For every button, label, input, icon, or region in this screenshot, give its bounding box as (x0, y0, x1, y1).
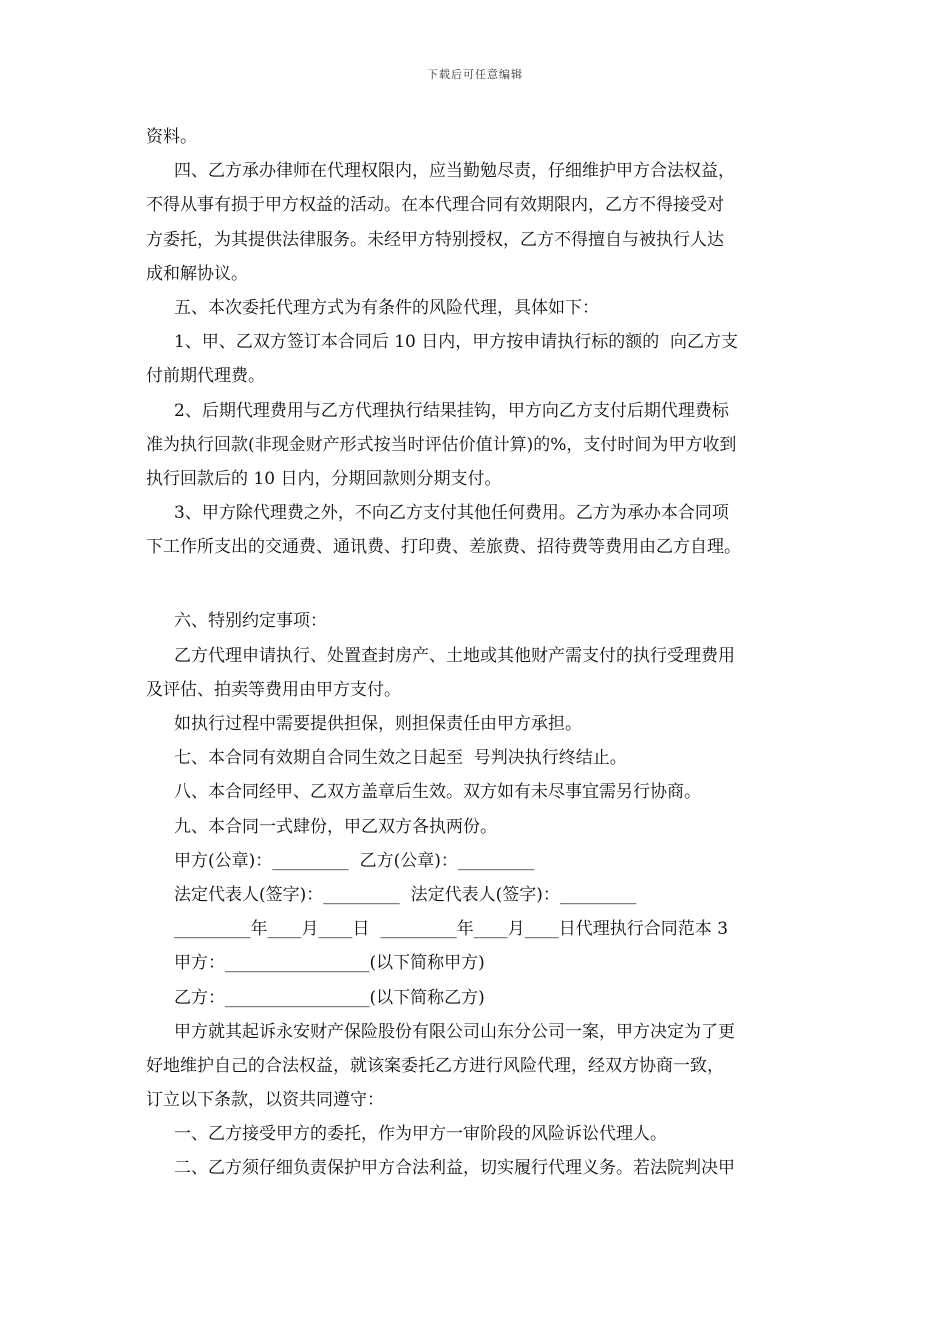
text-line: 成和解协议。 (146, 263, 248, 284)
document-body (146, 120, 816, 1186)
text-line: 订立以下条款，以资共同遵守： (146, 1090, 384, 1111)
clause-7: 七、本合同有效期自合同生效之日起至 号判决执行终结止。 (174, 748, 627, 769)
date-line: _________年____月____日 _________年____月____日代理执行合同范本 3 (174, 919, 729, 940)
text-line: 好地维护自己的合法权益，就该案委托乙方进行风险代理，经双方协商一致， (146, 1055, 724, 1076)
clause-8: 八、本合同经甲、乙双方盖章后生效。双方如有未尽事宜需另行协商。 (174, 782, 701, 803)
text-line: 及评估、拍卖等费用由甲方支付。 (146, 679, 401, 700)
clause-6: 六、特别约定事项： (174, 611, 327, 632)
spacer (146, 564, 816, 604)
preamble: 甲方就其起诉永安财产保险股份有限公司山东分公司一案，甲方决定为了更 (174, 1021, 735, 1042)
text-line: 下工作所支出的交通费、通讯费、打印费、差旅费、招待费等费用由乙方自理。 (146, 537, 741, 558)
text-line: 执行回款后的 10 日内，分期回款则分期支付。 (146, 468, 502, 489)
clause-5: 五、本次委托代理方式为有条件的风险代理，具体如下： (174, 297, 599, 318)
text-line: 方委托，为其提供法律服务。未经甲方特别授权，乙方不得擅自与被执行人达 (146, 229, 724, 250)
signature-line: 法定代表人(签字)：_________ 法定代表人(签字)：_________ (174, 884, 637, 905)
clause-9: 九、本合同一式肆份，甲乙双方各执两份。 (174, 816, 497, 837)
clause-5-item-1: 1、甲、乙双方签订本合同后 10 日内，甲方按申请执行标的额的 向乙方支 (174, 332, 739, 353)
text-line: 乙方代理申请执行、处置查封房产、土地或其他财产需支付的执行受理费用 (174, 645, 735, 666)
text-line: 准为执行回款(非现金财产形式按当时评估价值计算)的%，支付时间为甲方收到 (146, 434, 737, 455)
clause-4: 四、乙方承办律师在代理权限内，应当勤勉尽责，仔细维护甲方合法权益， (174, 161, 735, 182)
text-line: 付前期代理费。 (146, 366, 265, 387)
text-line: 资料。 (146, 127, 197, 147)
party-a-line: 甲方：_________________(以下简称甲方) (174, 953, 485, 974)
article-2: 二、乙方须仔细负责保护甲方合法利益，切实履行代理义务。若法院判决甲 (174, 1158, 735, 1179)
text-line: 不得从事有损于甲方权益的活动。在本代理合同有效期限内，乙方不得接受对 (146, 195, 724, 216)
clause-5-item-2: 2、后期代理费用与乙方代理执行结果挂钩，甲方向乙方支付后期代理费标 (174, 400, 729, 421)
article-1: 一、乙方接受甲方的委托，作为甲方一审阶段的风险诉讼代理人。 (174, 1124, 667, 1145)
clause-5-item-3: 3、甲方除代理费之外，不向乙方支付其他任何费用。乙方为承办本合同项 (174, 503, 729, 524)
page-header: 下载后可任意编辑 (427, 68, 523, 81)
seal-line: 甲方(公章)：_________ 乙方(公章)：_________ (174, 850, 535, 871)
text-line: 如执行过程中需要提供担保，则担保责任由甲方承担。 (174, 714, 582, 734)
party-b-line: 乙方：_________________(以下简称乙方) (174, 987, 485, 1008)
